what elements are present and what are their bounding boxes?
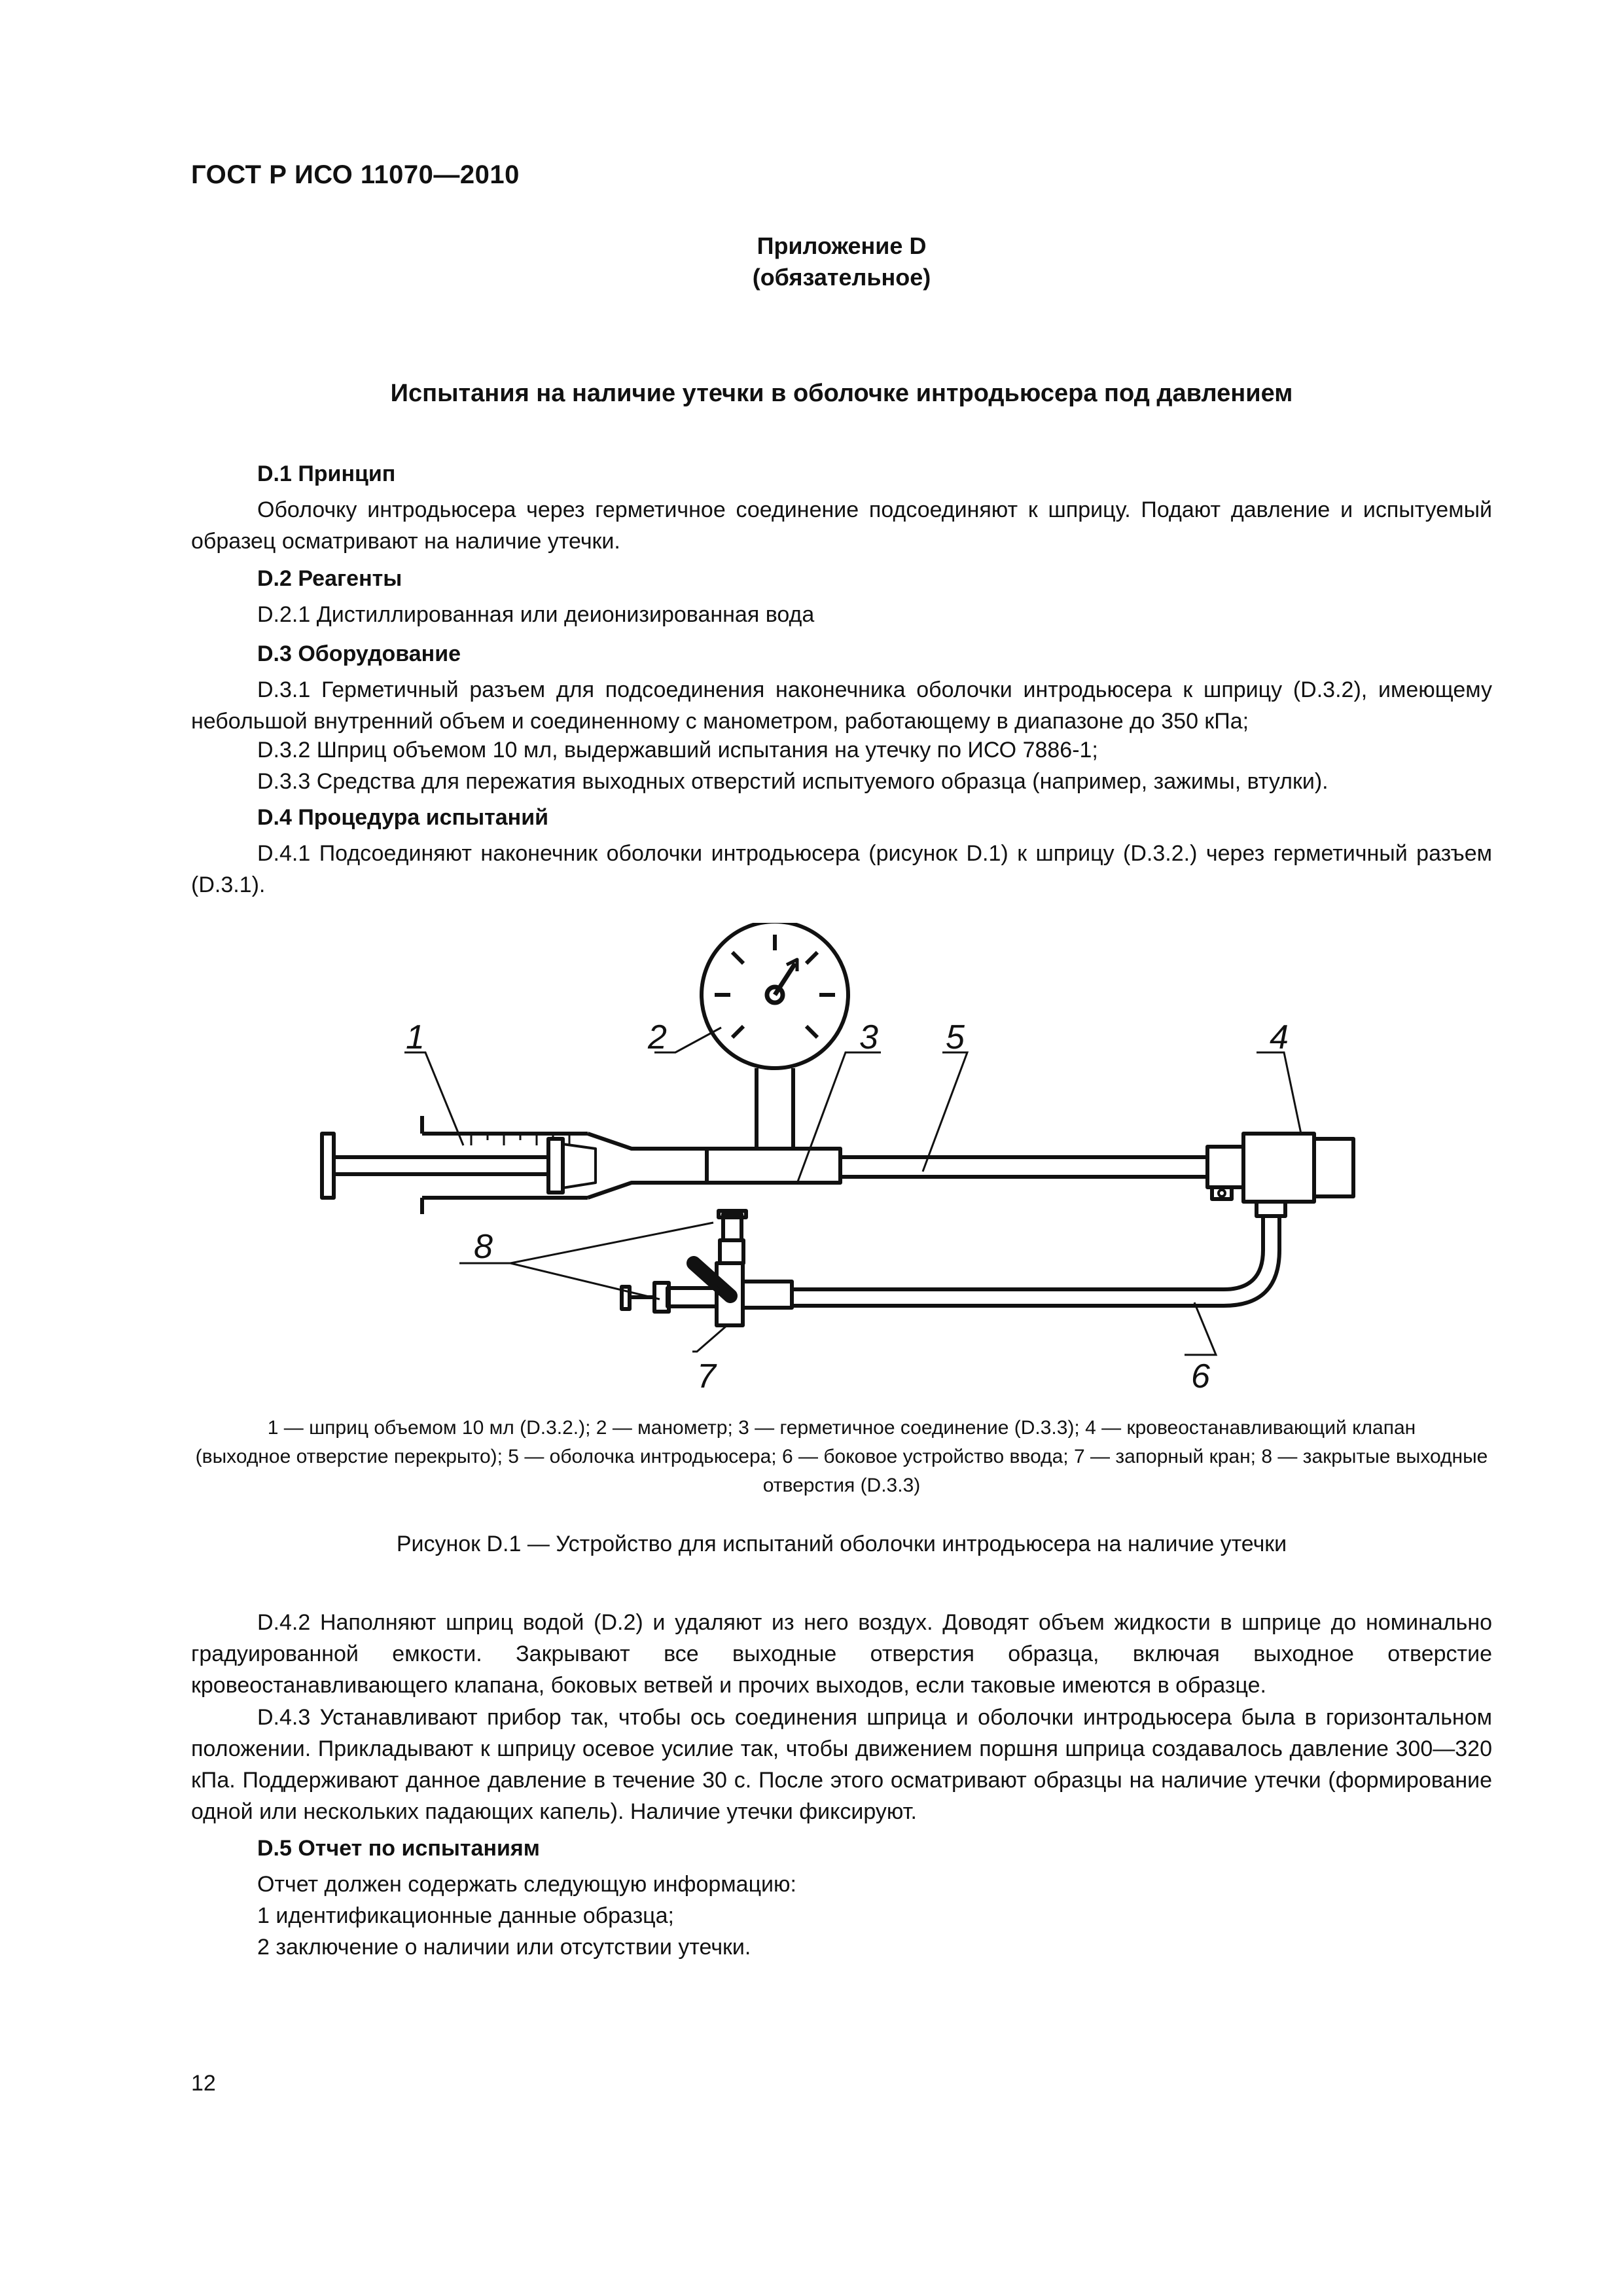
section-d1-heading: D.1 Принцип — [257, 461, 396, 486]
section-d3-2: D.3.2 Шприц объемом 10 мл, выдержавший испытания на утечку по ИСО 7886-1; — [257, 738, 1098, 762]
figure-label-6: 6 — [1191, 1357, 1210, 1394]
hemostasis-valve — [1207, 1134, 1353, 1216]
section-d4-3: D.4.3 Устанавливают прибор так, чтобы ось соединения шприца и оболочки интродьюсера была в горизонтальном положении. Прикладывают к шприцу осевое усилие так, чтобы движением поршня шприца создавалось давление 300—320 кПа. Поддерживают данное давление в течение 30 с. После этого осматривают образцы на наличие утечки (формирование одной или нескольких падающих капель). Наличие утечки фиксируют. — [191, 1705, 1492, 1824]
figure-label-3: 3 — [859, 1018, 878, 1056]
figure-labels — [406, 1018, 1289, 1394]
figure-label-2: 2 — [648, 1018, 667, 1056]
section-d5-intro: Отчет должен содержать следующую информацию: — [257, 1872, 796, 1897]
section-d2-1: D.2.1 Дистиллированная или деионизированная вода — [257, 602, 815, 627]
annex-heading — [191, 230, 1492, 293]
section-d4-2: D.4.2 Наполняют шприц водой (D.2) и удаляют из него воздух. Доводят объем жидкости в шприце до номинально градуированной емкости. Закрывают все выходные отверстия образца, включая выходное отверстие кровеостанавливающего клапана, боковых ветвей и прочих выходов, если таковые имеются в образце. — [191, 1610, 1492, 1698]
annex-label: Приложение D — [757, 232, 927, 259]
figure-label-5: 5 — [946, 1018, 965, 1056]
annex-title: Испытания на наличие утечки в оболочке интродьюсера под давлением — [390, 380, 1293, 407]
section-d5-heading: D.5 Отчет по испытаниям — [257, 1836, 540, 1861]
section-d4-1: D.4.1 Подсоединяют наконечник оболочки интродьюсера (рисунок D.1) к шприцу (D.3.2.) через герметичный разъем (D.3.1). — [191, 841, 1492, 897]
figure-title: Рисунок D.1 — Устройство для испытаний оболочки интродьюсера на наличие утечки — [396, 1532, 1287, 1556]
section-d3-3: D.3.3 Средства для пережатия выходных отверстий испытуемого образца (например, зажимы, втулки). — [257, 769, 1329, 794]
figure-caption — [190, 1414, 1493, 1500]
section-d3-heading: D.3 Оборудование — [257, 641, 461, 666]
page-number: 12 — [191, 2071, 216, 2096]
figure-d1-diagram — [288, 923, 1387, 1394]
figure-caption-line1: 1 — шприц объемом 10 мл (D.3.2.); 2 — манометр; 3 — герметичное соединение (D.3.3); 4 — кровеостанавливающий клапан — [267, 1417, 1416, 1439]
figure-label-4: 4 — [1270, 1018, 1289, 1056]
figure-caption-line2: (выходное отверстие перекрыто); 5 — оболочка интродьюсера; 6 — боковое устройство ввода; 7 — запорный кран; 8 — закрытые выходные отверстия (D.3.3) — [195, 1446, 1488, 1496]
document-header: ГОСТ Р ИСО 11070—2010 — [191, 160, 520, 189]
manometer-gauge — [702, 923, 848, 1149]
figure-label-8: 8 — [474, 1228, 493, 1266]
stopcock — [622, 1211, 792, 1325]
connector-tee — [707, 1149, 840, 1183]
figure-label-7: 7 — [697, 1357, 716, 1394]
annex-status: (обязательное) — [752, 264, 931, 291]
section-d1-text: Оболочку интродьюсера через герметичное соединение подсоединяют к шприцу. Подают давление и испытуемый образец осматривают на наличие утечки. — [191, 497, 1492, 554]
section-d5-item2: 2 заключение о наличии или отсутствии утечки. — [257, 1935, 751, 1960]
figure-label-1: 1 — [406, 1018, 425, 1056]
syringe — [322, 1116, 707, 1214]
section-d2-heading: D.2 Реагенты — [257, 566, 402, 591]
section-d4-heading: D.4 Процедура испытаний — [257, 805, 549, 830]
side-port-tube — [792, 1216, 1279, 1306]
section-d3-1: D.3.1 Герметичный разъем для подсоединения наконечника оболочки интродьюсера к шприцу (D.3.2), имеющему небольшой внутренний объем и соединенному с манометром, работающему в диапазоне до 350 кПа; — [191, 677, 1492, 734]
section-d5-item1: 1 идентификационные данные образца; — [257, 1903, 674, 1928]
